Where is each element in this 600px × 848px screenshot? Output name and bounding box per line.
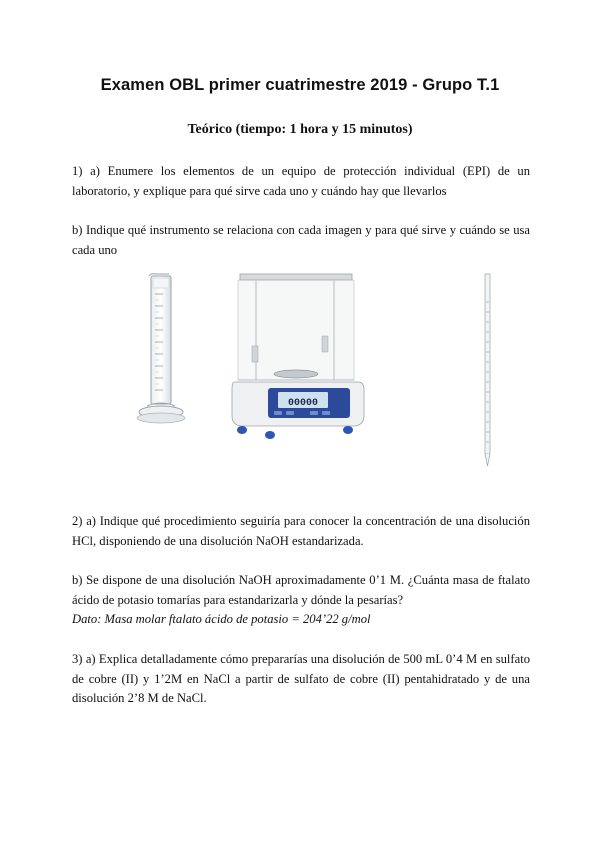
page-title: Examen OBL primer cuatrimestre 2019 - Grupo T.1	[100, 76, 500, 94]
analytical-balance-image	[230, 270, 365, 442]
question-1b: b) Indique qué instrumento se relaciona con cada imagen y para qué sirve y cuándo se usa cada uno	[72, 223, 530, 257]
analytical-balance-icon	[230, 270, 365, 442]
question-2b: b) Se dispone de una disolución NaOH aproximadamente 0’1 M. ¿Cuánta masa de ftalato ácido de potasio tomarías para estandarizarla y dónde la pesarías?	[72, 573, 530, 607]
graduated-pipette-image	[476, 272, 500, 468]
graduated-cylinder-icon	[133, 272, 193, 430]
question-3a: 3) a) Explica detalladamente cómo prepararías una disolución de 500 mL 0’4 M en sulfato de cobre (II) y 1’2M en NaCl a partir de sulfato de cobre (II) pentahidratado y de una disolución 2’8 M de NaCl.	[72, 652, 530, 705]
balance-display-readout: 00000	[287, 398, 319, 409]
graduated-cylinder-image	[133, 272, 193, 430]
question-2b-data: Dato: Masa molar ftalato ácido de potasio = 204’22 g/mol	[72, 612, 371, 626]
question-1a: 1) a) Enumere los elementos de un equipo de protección individual (EPI) de un laboratorio, y explique para qué sirve cada uno y cuándo hay que llevarlos	[72, 164, 530, 198]
section-subtitle: Teórico (tiempo: 1 hora y 15 minutos)	[187, 122, 413, 137]
graduated-pipette-icon	[476, 272, 500, 468]
question-2a: 2) a) Indique qué procedimiento seguiría para conocer la concentración de una disolución HCl, disponiendo de una disolución NaOH estandarizada.	[72, 514, 530, 548]
